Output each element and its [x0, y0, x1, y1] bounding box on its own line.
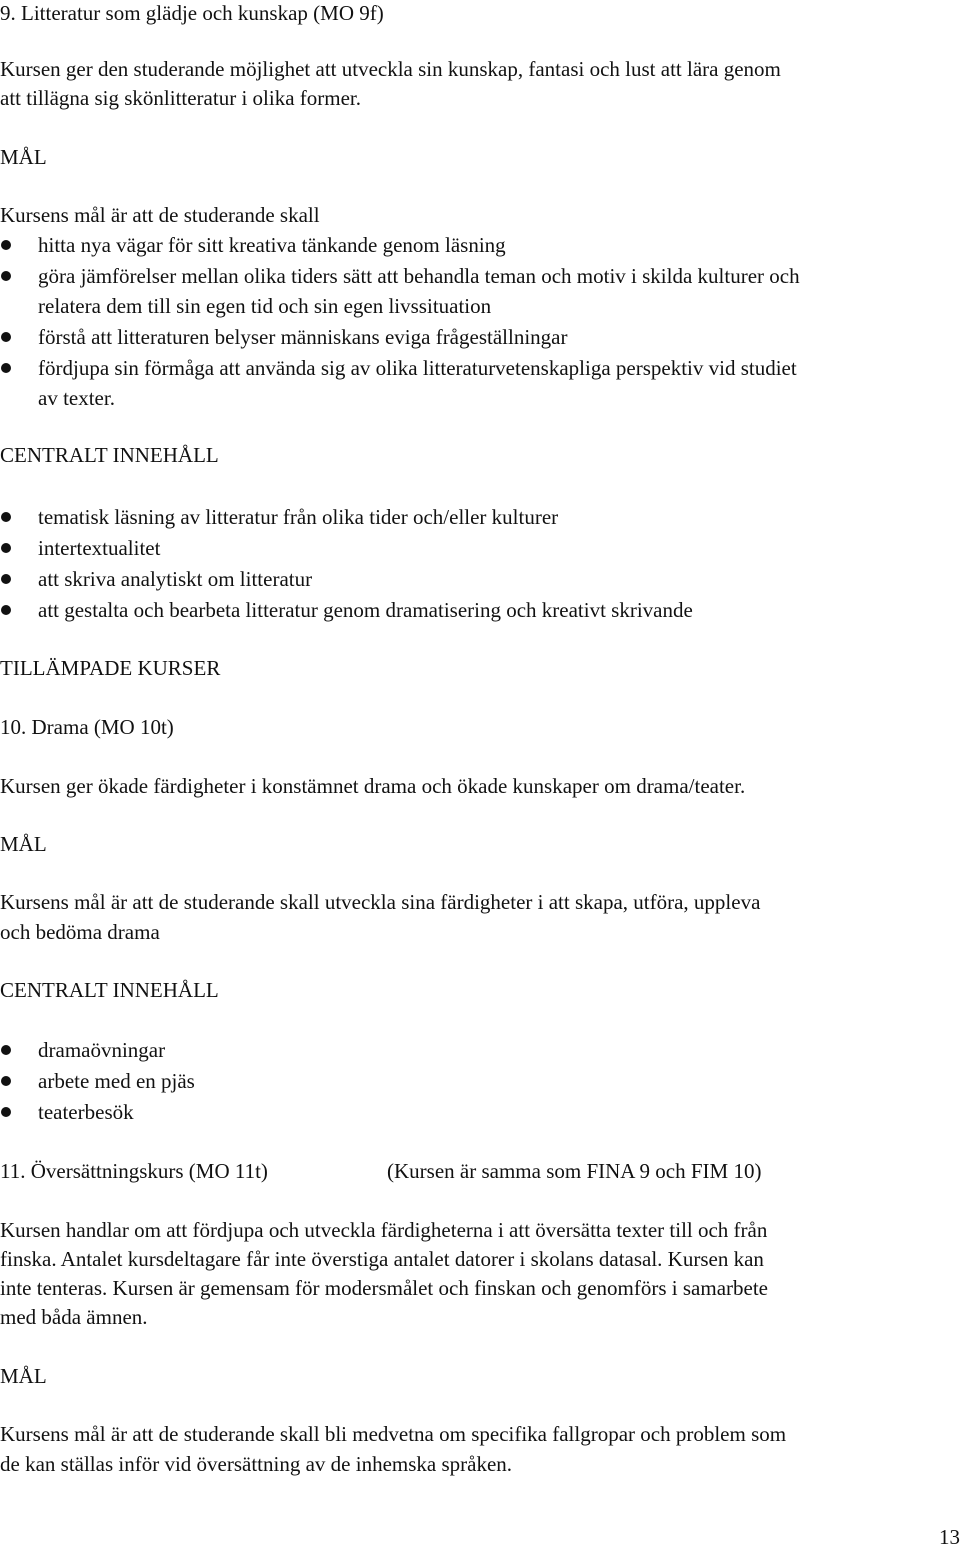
bullet-icon	[1, 574, 11, 584]
bullet-icon	[1, 332, 11, 342]
list-item: dramaövningar	[38, 1038, 166, 1062]
section-11-heading: 11. Översättningskurs (MO 11t)	[0, 1159, 268, 1183]
section-10-goals-line-2: och bedöma drama	[0, 920, 160, 944]
bullet-icon	[1, 1107, 11, 1117]
list-item: intertextualitet	[38, 536, 161, 560]
list-item: göra jämförelser mellan olika tiders sätt att behandla teman och motiv i skilda kulturer och	[38, 264, 800, 288]
section-9-heading: 9. Litteratur som glädje och kunskap (MO 9f)	[0, 1, 384, 25]
section-11-goals-line-1: Kursens mål är att de studerande skall bli medvetna om specifika fallgropar och problem som	[0, 1422, 787, 1446]
list-item: arbete med en pjäs	[38, 1069, 195, 1093]
section-10-intro: Kursen ger ökade färdigheter i konstämnet drama och ökade kunskaper om drama/teater.	[0, 774, 746, 798]
section-10-content-heading: CENTRALT INNEHÅLL	[0, 978, 219, 1002]
section-9-goals-lead: Kursens mål är att de studerande skall	[0, 203, 320, 227]
section-11-intro-line-3: inte tenteras. Kursen är gemensam för modersmålet och finskan och genomförs i samarbete	[0, 1276, 768, 1300]
section-9-content-heading: CENTRALT INNEHÅLL	[0, 443, 219, 467]
bullet-icon	[1, 1045, 11, 1055]
bullet-icon	[1, 512, 11, 522]
section-9-intro-line-1: Kursen ger den studerande möjlighet att utveckla sin kunskap, fantasi och lust att lära genom	[0, 57, 781, 81]
list-item: att gestalta och bearbeta litteratur genom dramatisering och kreativt skrivande	[38, 598, 693, 622]
applied-courses-heading: TILLÄMPADE KURSER	[0, 656, 221, 680]
section-9-goals-heading: MÅL	[0, 145, 47, 169]
list-item: fördjupa sin förmåga att använda sig av olika litteraturvetenskapliga perspektiv vid studiet	[38, 356, 797, 380]
page-number: 13	[939, 1525, 960, 1549]
section-10-goals-line-1: Kursens mål är att de studerande skall utveckla sina färdigheter i att skapa, utföra, uppleva	[0, 890, 761, 914]
list-item-continuation: relatera dem till sin egen tid och sin egen livssituation	[38, 294, 492, 318]
bullet-icon	[1, 1076, 11, 1086]
section-11-intro-line-4: med båda ämnen.	[0, 1305, 148, 1329]
section-11-intro-line-1: Kursen handlar om att fördjupa och utveckla färdigheterna i att översätta texter till och från	[0, 1218, 768, 1242]
bullet-icon	[1, 363, 11, 373]
section-9-intro-line-2: att tillägna sig skönlitteratur i olika former.	[0, 86, 361, 110]
section-11-note: (Kursen är samma som FINA 9 och FIM 10)	[387, 1159, 762, 1183]
section-11-intro-line-2: finska. Antalet kursdeltagare får inte överstiga antalet datorer i skolans datasal. Kursen kan	[0, 1247, 764, 1271]
list-item: hitta nya vägar för sitt kreativa tänkande genom läsning	[38, 233, 506, 257]
section-11-goals-heading: MÅL	[0, 1364, 47, 1388]
bullet-icon	[1, 240, 11, 250]
bullet-icon	[1, 605, 11, 615]
section-10-goals-heading: MÅL	[0, 832, 47, 856]
list-item: teaterbesök	[38, 1100, 134, 1124]
list-item: att skriva analytiskt om litteratur	[38, 567, 313, 591]
list-item: förstå att litteraturen belyser människans eviga frågeställningar	[38, 325, 568, 349]
list-item-continuation: av texter.	[38, 386, 115, 410]
section-10-heading: 10. Drama (MO 10t)	[0, 715, 174, 739]
bullet-icon	[1, 543, 11, 553]
section-11-goals-line-2: de kan ställas inför vid översättning av de inhemska språken.	[0, 1452, 513, 1476]
bullet-icon	[1, 271, 11, 281]
list-item: tematisk läsning av litteratur från olika tider och/eller kulturer	[38, 505, 559, 529]
